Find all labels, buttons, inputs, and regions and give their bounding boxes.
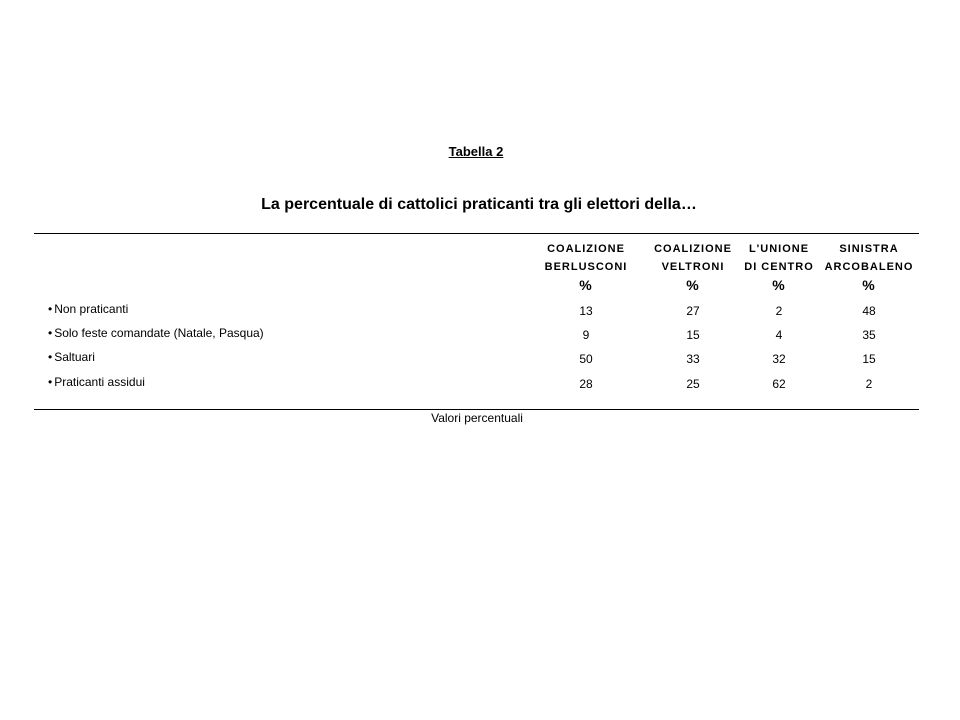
table-cell: 13 [579, 304, 593, 318]
bullet-icon: • [48, 350, 53, 364]
column-header-line2: DI CENTRO [744, 261, 814, 273]
table-label: Tabella 2 [448, 144, 504, 159]
column-unit: % [862, 277, 876, 293]
bottom-rule [34, 409, 919, 410]
table-cell: 2 [775, 304, 783, 318]
column-header-veltroni [643, 240, 743, 294]
column-header-line2: ARCOBALENO [824, 261, 914, 273]
bullet-icon: • [48, 375, 53, 389]
column-header-line1: SINISTRA [839, 243, 899, 255]
row-label-text: Non praticanti [54, 302, 129, 316]
column-header-line1: COALIZIONE [547, 243, 625, 255]
row-label [48, 350, 95, 364]
table-cell: 48 [862, 304, 876, 318]
table-row [48, 375, 919, 399]
column-unit: % [579, 277, 593, 293]
table-cell: 15 [686, 328, 700, 342]
row-label [48, 375, 145, 389]
source-note: Valori percentuali [431, 411, 523, 425]
table-cell: 2 [865, 377, 873, 391]
column-header-line2: VELTRONI [661, 261, 725, 273]
column-header-berlusconi [536, 240, 636, 294]
table-row [48, 350, 919, 374]
table-cell: 4 [775, 328, 783, 342]
table-row [48, 326, 919, 350]
table-title: La percentuale di cattolici praticanti tra gli elettori della… [261, 196, 697, 213]
table-cell: 62 [772, 377, 786, 391]
bullet-icon: • [48, 302, 53, 316]
table-cell: 25 [686, 377, 700, 391]
bullet-icon: • [48, 326, 53, 340]
column-header-line1: L'UNIONE [748, 243, 810, 255]
row-label-text: Praticanti assidui [54, 375, 145, 389]
column-header-unione-centro [729, 240, 829, 294]
row-label [48, 326, 264, 340]
table-row [48, 302, 919, 326]
table-cell: 27 [686, 304, 700, 318]
table-cell: 32 [772, 352, 786, 366]
table-cell: 15 [862, 352, 876, 366]
column-header-line1: COALIZIONE [654, 243, 732, 255]
row-label [48, 302, 128, 316]
column-header-sinistra-arcobaleno [819, 240, 919, 294]
table-cell: 9 [582, 328, 590, 342]
top-rule [34, 233, 919, 234]
column-unit: % [686, 277, 700, 293]
table-cell: 33 [686, 352, 700, 366]
table-cell: 28 [579, 377, 593, 391]
row-label-text: Saltuari [54, 350, 95, 364]
column-unit: % [772, 277, 786, 293]
row-label-text: Solo feste comandate (Natale, Pasqua) [54, 326, 264, 340]
column-header-line2: BERLUSCONI [544, 261, 628, 273]
table-cell: 35 [862, 328, 876, 342]
table-cell: 50 [579, 352, 593, 366]
